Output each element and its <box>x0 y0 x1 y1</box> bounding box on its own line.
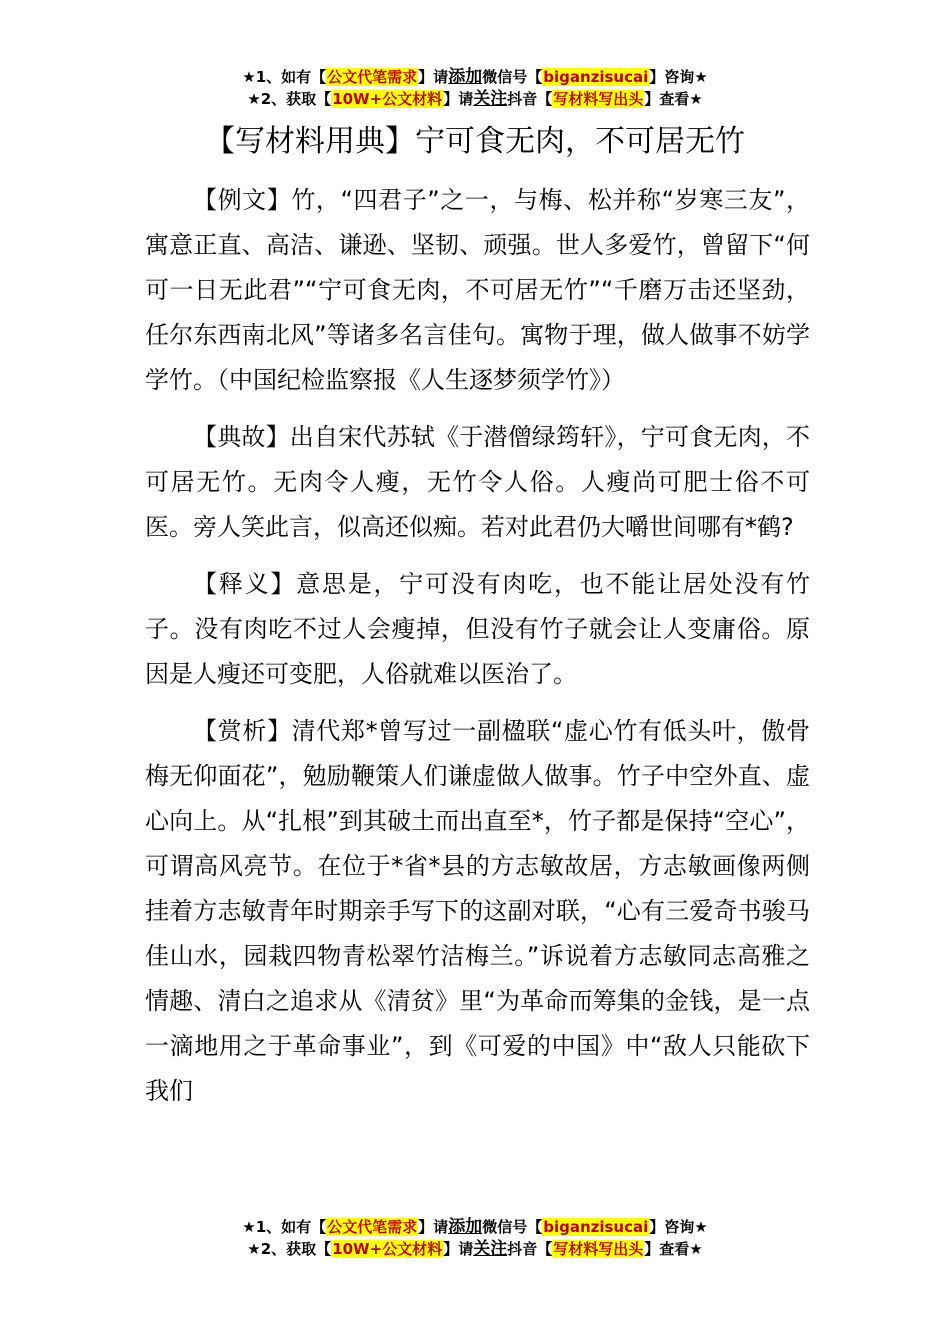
ad-text: ★1、如有【 <box>242 1218 327 1236</box>
ad-highlight: 10W+公文材料 <box>332 1240 443 1258</box>
ad-text: ★1、如有【 <box>242 68 327 86</box>
ad-douyin-id: 写材料写出头 <box>553 1240 644 1258</box>
ad-text: 微信号【 <box>482 1218 543 1236</box>
ad-text: 】请 <box>418 68 449 86</box>
ad-text: ★2、获取【 <box>247 90 332 108</box>
ad-wechat-id: biganzisucai <box>543 68 649 86</box>
ad-douyin-id: 写材料写出头 <box>553 90 644 108</box>
ad-highlight: 公文代笔需求 <box>327 1218 418 1236</box>
ad-underline: 添加 <box>448 67 483 87</box>
ad-text: 微信号【 <box>482 68 543 86</box>
ad-line-2 <box>0 88 950 110</box>
ad-text: 】查看★ <box>644 1240 703 1258</box>
ad-text: 抖音【 <box>507 1240 553 1258</box>
ad-text: 】查看★ <box>644 90 703 108</box>
footer-ad-banner <box>0 1216 950 1260</box>
ad-highlight: 公文代笔需求 <box>327 68 418 86</box>
paragraph-appreciation: 【赏析】清代郑*曾写过一副楹联“虚心竹有低头叶，傲骨梅无仰面花”，勉励鞭策人们谦虚做人做事。竹子中空外直、虚心向上。从“扎根”到其破土而出直至*，竹子都是保持“空心”，可谓高风亮节。在位于*省*县的方志敏故居，方志敏画像两侧挂着方志敏青年时期亲手写下的这副对联，“心有三爱奇书骏马佳山水，园栽四物青松翠竹洁梅兰。”诉说着方志敏同志高雅之情趣、清白之追求从《清贫》里“为革命而筹集的金钱，是一点一滴地用之于革命事业”，到《可爱的中国》中“敌人只能砍下我们 <box>145 717 810 1105</box>
ad-text: 】咨询★ <box>649 68 708 86</box>
ad-text: ★2、获取【 <box>247 1240 332 1258</box>
paragraph-meaning: 【释义】意思是，宁可没有肉吃，也不能让居处没有竹子。没有肉吃不过人会瘦掉，但没有竹子就会让人变庸俗。原因是人瘦还可变肥，人俗就难以医治了。 <box>145 570 810 688</box>
ad-highlight: 10W+公文材料 <box>332 90 443 108</box>
ad-underline: 添加 <box>448 1217 483 1237</box>
page-title: 【写材料用典】宁可食无肉，不可居无竹 <box>205 124 745 159</box>
header-ad-banner <box>0 66 950 110</box>
ad-text: 】请 <box>418 1218 449 1236</box>
ad-text: 抖音【 <box>507 90 553 108</box>
ad-line-1 <box>0 1216 950 1238</box>
ad-line-1 <box>0 66 950 88</box>
ad-underline: 关注 <box>473 89 508 109</box>
ad-text: 】请 <box>443 90 474 108</box>
paragraph-allusion: 【典故】出自宋代苏轼《于潜僧绿筠轩》，宁可食无肉，不可居无竹。无肉令人瘦，无竹令人俗。人瘦尚可肥士俗不可医。旁人笑此言，似高还似痴。若对此君仍大嚼世间哪有*鹤? <box>145 423 810 541</box>
ad-text: 】咨询★ <box>649 1218 708 1236</box>
ad-wechat-id: biganzisucai <box>543 1218 649 1236</box>
paragraph-example: 【例文】竹，“四君子”之一，与梅、松并称“岁寒三友”，寓意正直、高洁、谦逊、坚韧、顽强。世人多爱竹，曾留下“何可一日无此君”“宁可食无肉，不可居无竹”“千磨万击还坚劲，任尔东西南北风”等诸多名言佳句。寓物于理，做人做事不妨学学竹。（中国纪检监察报《人生逐梦须学竹》） <box>145 186 810 394</box>
document-body <box>145 178 810 1126</box>
ad-text: 】请 <box>443 1240 474 1258</box>
ad-line-2 <box>0 1238 950 1260</box>
ad-underline: 关注 <box>473 1239 508 1259</box>
